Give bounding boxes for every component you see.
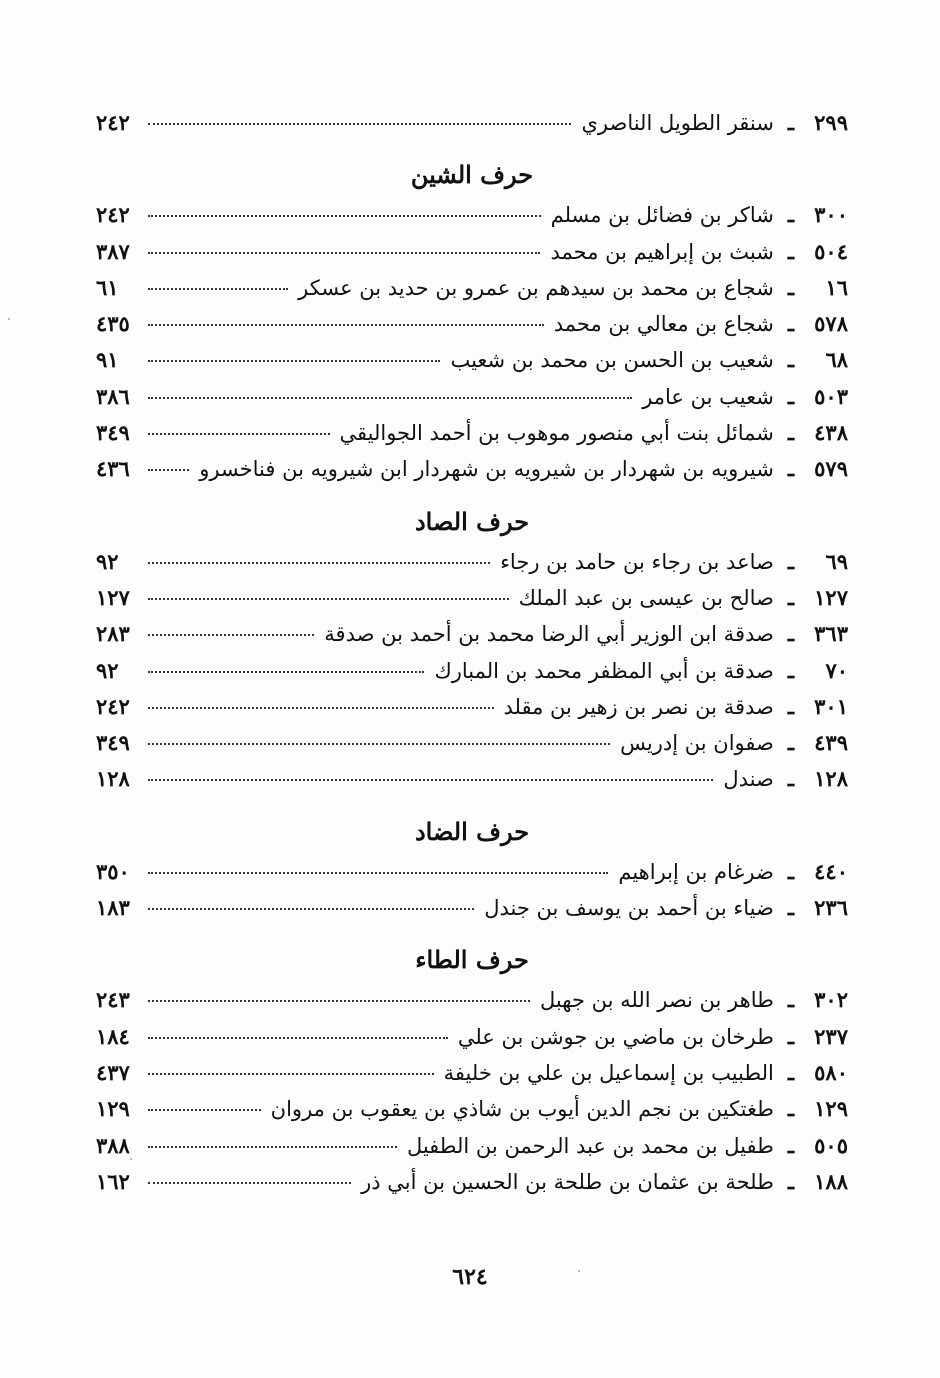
dot-leader (148, 671, 424, 673)
entry-name: طاهر بن نصر الله بن جهبل (540, 988, 774, 1013)
entry-separator: ـ (787, 202, 794, 228)
entry-page-number: ٣٤٩ (96, 420, 130, 446)
index-entry (96, 694, 848, 730)
entry-page-number: ٣٥٠ (96, 858, 130, 884)
entry-number: ٥٠٤ (814, 238, 848, 264)
entry-number: ٣٠١ (814, 693, 848, 719)
entry-number: ١٢٧ (814, 584, 848, 610)
entry-separator: ـ (787, 766, 794, 792)
dot-leader (148, 707, 494, 709)
entry-separator: ـ (787, 584, 794, 610)
entry-page-number: ٢٤٢ (96, 202, 130, 228)
index-entry (96, 347, 848, 383)
dot-leader (148, 1109, 261, 1111)
dot-leader (148, 872, 608, 874)
dot-leader (148, 252, 540, 254)
dot-leader (148, 634, 314, 636)
section-heading: حرف الشين (410, 160, 534, 190)
dot-leader (148, 433, 330, 435)
entry-name: صدقة ابن الوزير أبي الرضا محمد بن أحمد بن صدقة (324, 622, 774, 647)
section-heading: حرف الطاء (415, 945, 529, 975)
entry-name: شعيب بن عامر (642, 384, 774, 409)
index-entry (96, 987, 848, 1023)
index-entry (96, 859, 848, 895)
entry-page-number: ١٨٤ (96, 1023, 130, 1049)
entry-name: شبث بن إبراهيم بن محمد (550, 239, 774, 264)
entry-page-number: ٣٨٨ (96, 1132, 130, 1158)
entry-number: ٤٣٩ (814, 730, 848, 756)
entry-page-number: ٩١ (96, 347, 119, 373)
entry-page-number: ١٨٣ (96, 895, 130, 921)
dot-leader (148, 562, 490, 564)
entry-page-number: ٣٨٦ (96, 383, 130, 409)
section-heading: حرف الصاد (414, 506, 530, 536)
entry-name: صندل (723, 767, 774, 792)
index-entry (96, 239, 848, 275)
entry-number: ١٦ (825, 274, 848, 300)
dot-leader (148, 779, 713, 781)
entry-name: ضياء بن أحمد بن يوسف بن جندل (484, 896, 774, 921)
entry-name: طرخان بن ماضي بن جوشن بن علي (457, 1024, 774, 1049)
index-entry (96, 766, 848, 802)
index-entry (96, 1169, 848, 1205)
entry-page-number: ٣٨٧ (96, 238, 130, 264)
entry-number: ١٢٩ (814, 1096, 848, 1122)
dot-leader (148, 123, 571, 125)
entry-number: ٥٧٩ (814, 456, 848, 482)
dot-leader (148, 1000, 530, 1002)
entry-page-number: ١٢٧ (96, 584, 130, 610)
entry-separator: ـ (787, 621, 794, 647)
entry-separator: ـ (787, 110, 794, 135)
entry-separator: ـ (787, 548, 794, 574)
index-entry (96, 420, 848, 456)
entry-separator: ـ (787, 858, 794, 884)
page-number: ٦٢٤ (452, 1264, 488, 1290)
index-entry (96, 110, 848, 146)
entry-separator: ـ (787, 657, 794, 683)
dot-leader (148, 908, 474, 910)
entry-number: ٤٣٨ (814, 420, 848, 446)
entry-number: ٥٠٥ (814, 1132, 848, 1158)
dot-leader (148, 1073, 434, 1075)
index-entry (96, 311, 848, 347)
entry-page-number: ١٢٩ (96, 1096, 130, 1122)
entry-number: ٧٠ (825, 657, 848, 683)
entry-name: صدقة بن أبي المظفر محمد بن المبارك (434, 658, 774, 683)
entry-separator: ـ (787, 311, 794, 337)
entry-separator: ـ (787, 238, 794, 264)
entry-name: طلحة بن عثمان بن طلحة بن الحسين بن أبي ذر (361, 1169, 774, 1194)
index-list (96, 110, 848, 1205)
index-entry (96, 895, 848, 931)
entry-name: صالح بن عيسى بن عبد الملك (518, 585, 774, 610)
index-entry (96, 1133, 848, 1169)
entry-separator: ـ (787, 987, 794, 1013)
entry-number: ٢٩٩ (814, 110, 848, 135)
entry-page-number: ١٦٢ (96, 1168, 130, 1194)
entry-page-number: ٢٤٢ (96, 693, 130, 719)
index-entry (96, 202, 848, 238)
entry-page-number: ٢٨٣ (96, 621, 130, 647)
section-heading: حرف الضاد (414, 816, 530, 846)
index-entry (96, 456, 848, 492)
entry-page-number: ٤٣٦ (96, 456, 130, 482)
entry-separator: ـ (787, 347, 794, 373)
entry-separator: ـ (787, 274, 794, 300)
dot-leader (148, 1037, 448, 1039)
entry-separator: ـ (787, 1168, 794, 1194)
entry-page-number: ٤٣٥ (96, 311, 130, 337)
entry-number: ٥٠٣ (814, 383, 848, 409)
entry-name: طغتكين بن نجم الدين أيوب بن شاذي بن يعقوب بن مروان (270, 1097, 774, 1122)
entry-name: الطبيب بن إسماعيل بن علي بن خليفة (443, 1060, 774, 1085)
entry-name: شيرويه بن شهردار بن شيرويه بن شهردار ابن شيرويه بن فناخسرو (199, 457, 774, 482)
dot-leader (148, 324, 544, 326)
index-entry (96, 658, 848, 694)
entry-number: ٥٧٨ (814, 311, 848, 337)
entry-number: ٣٠٠ (814, 202, 848, 228)
entry-page-number: ١٢٨ (96, 766, 130, 792)
entry-name: ضرغام بن إبراهيم (618, 859, 774, 884)
dot-leader (148, 397, 632, 399)
entry-name: شمائل بنت أبي منصور موهوب بن أحمد الجواليقي (339, 421, 774, 446)
index-entry (96, 275, 848, 311)
entry-number: ١٢٨ (814, 766, 848, 792)
entry-separator: ـ (787, 383, 794, 409)
entry-name: شجاع بن معالي بن محمد (553, 312, 774, 337)
entry-number: ٦٨ (825, 347, 848, 373)
index-entry (96, 549, 848, 585)
dot-leader (148, 1146, 397, 1148)
entry-number: ٤٤٠ (814, 858, 848, 884)
entry-separator: ـ (787, 1059, 794, 1085)
entry-name: صاعد بن رجاء بن حامد بن رجاء (500, 549, 774, 574)
entry-page-number: ٤٣٧ (96, 1059, 130, 1085)
entry-name: صدقة بن نصر بن زهير بن مقلد (503, 694, 774, 719)
entry-name: طفيل بن محمد بن عبد الرحمن بن الطفيل (406, 1133, 774, 1158)
index-entry (96, 1024, 848, 1060)
entry-number: ٢٣٦ (814, 895, 848, 921)
index-entry (96, 384, 848, 420)
entry-page-number: ٦١ (96, 274, 119, 300)
entry-number: ٣٠٢ (814, 987, 848, 1013)
entry-separator: ـ (787, 1023, 794, 1049)
entry-page-number: ٢٤٣ (96, 987, 130, 1013)
entry-separator: ـ (787, 693, 794, 719)
entry-page-number: ٣٤٩ (96, 730, 130, 756)
entry-name: شعيب بن الحسن بن محمد بن شعيب (450, 348, 774, 373)
entry-separator: ـ (787, 1096, 794, 1122)
dot-leader (148, 360, 440, 362)
entry-name: شاكر بن فضائل بن مسلم (550, 203, 774, 228)
entry-page-number: ٩٢ (96, 548, 119, 574)
index-entry (96, 730, 848, 766)
dot-leader (148, 598, 509, 600)
entry-separator: ـ (787, 730, 794, 756)
entry-name: سنقر الطويل الناصري (581, 111, 774, 135)
entry-number: ١٨٨ (814, 1168, 848, 1194)
scan-speck (8, 318, 10, 320)
entry-page-number: ٩٢ (96, 657, 119, 683)
index-entry (96, 1060, 848, 1096)
dot-leader (148, 469, 189, 471)
dot-leader (148, 1182, 351, 1184)
entry-number: ٦٩ (825, 548, 848, 574)
index-entry (96, 585, 848, 621)
index-entry (96, 621, 848, 657)
entry-separator: ـ (787, 895, 794, 921)
dot-leader (148, 288, 288, 290)
entry-number: ٢٣٧ (814, 1023, 848, 1049)
index-entry (96, 1096, 848, 1132)
dot-leader (148, 743, 610, 745)
entry-name: شجاع بن محمد بن سيدهم بن عمرو بن حديد بن عسكر (298, 275, 774, 300)
entry-separator: ـ (787, 456, 794, 482)
entry-name: صفوان بن إدريس (620, 731, 774, 756)
entry-page-number: ٢٤٢ (96, 110, 130, 135)
dot-leader (148, 215, 541, 217)
entry-number: ٣٦٣ (814, 621, 848, 647)
entry-separator: ـ (787, 1132, 794, 1158)
entry-number: ٥٨٠ (814, 1059, 848, 1085)
entry-separator: ـ (787, 420, 794, 446)
